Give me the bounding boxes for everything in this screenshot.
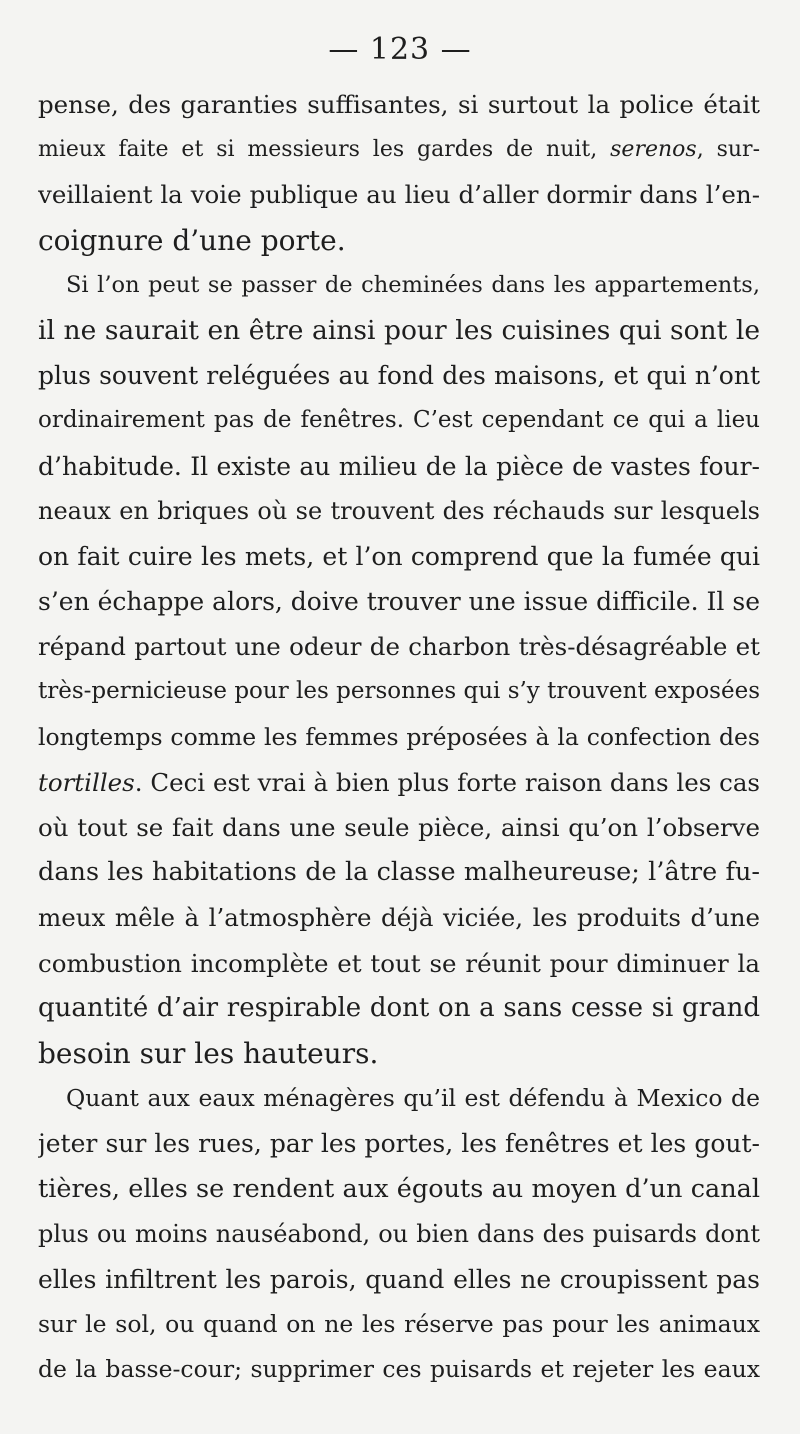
- text-line: Quant aux eaux ménagères qu’il est défendu à Mexico de: [66, 1084, 760, 1113]
- text-line: d’habitude. Il existe au milieu de la pièce de vastes four-: [38, 451, 760, 481]
- body-text: [38, 82, 760, 1392]
- text-line: meux mêle à l’atmosphère déjà viciée, les produits d’une: [38, 903, 760, 933]
- text-line: jeter sur les rues, par les portes, les fenêtres et les gout-: [38, 1129, 760, 1159]
- text-line: tortilles. Ceci est vrai à bien plus forte raison dans les cas: [38, 767, 760, 797]
- text-line: plus souvent reléguées au fond des maisons, et qui n’ont: [38, 361, 760, 391]
- text-line: elles infiltrent les parois, quand elles ne croupissent pas: [38, 1264, 760, 1294]
- italic-term: serenos: [610, 137, 697, 163]
- text-line: quantité d’air respirable dont on a sans cesse si grand: [38, 992, 760, 1023]
- text-line: on fait cuire les mets, et l’on comprend que la fumée qui: [38, 541, 760, 571]
- text-line: Si l’on peut se passer de cheminées dans les appartements,: [66, 271, 760, 298]
- text-line: sur le sol, ou quand on ne les réserve pas pour les animaux: [38, 1310, 760, 1339]
- text-line: besoin sur les hauteurs.: [38, 1036, 379, 1070]
- text-line: s’en échappe alors, doive trouver une issue difficile. Il se: [38, 587, 760, 617]
- text-line: pense, des garanties suffisantes, si surtout la police était: [38, 90, 760, 119]
- text-line: répand partout une odeur de charbon très-désagréable et: [38, 632, 760, 662]
- text-line: longtemps comme les femmes préposées à la confection des: [38, 722, 760, 751]
- text-line: de la basse-cour; supprimer ces puisards et rejeter les eaux: [38, 1355, 760, 1384]
- text-line: très-pernicieuse pour les personnes qui s’y trouvent exposées: [38, 678, 760, 705]
- text-line: dans les habitations de la classe malheureuse; l’âtre fu-: [38, 857, 760, 888]
- text-line: il ne saurait en être ainsi pour les cuisines qui sont le: [38, 314, 760, 346]
- text-line: mieux faite et si messieurs les gardes de nuit, serenos, sur-: [38, 137, 760, 163]
- text-line: neaux en briques où se trouvent des réchauds sur lesquels: [38, 496, 760, 525]
- text-line: tières, elles se rendent aux égouts au moyen d’un canal: [38, 1173, 760, 1204]
- text-line: où tout se fait dans une seule pièce, ainsi qu’on l’observe: [38, 813, 760, 842]
- text-line: ordinairement pas de fenêtres. C’est cependant ce qui a lieu: [38, 407, 760, 434]
- text-line: plus ou moins nauséabond, ou bien dans des puisards dont: [38, 1219, 760, 1248]
- text-line: combustion incomplète et tout se réunit pour diminuer la: [38, 948, 760, 978]
- text-line: veillaient la voie publique au lieu d’aller dormir dans l’en-: [38, 180, 760, 210]
- page-number: — 123 —: [328, 32, 472, 67]
- italic-term: tortilles: [38, 767, 135, 797]
- text-line: coignure d’une porte.: [38, 223, 346, 257]
